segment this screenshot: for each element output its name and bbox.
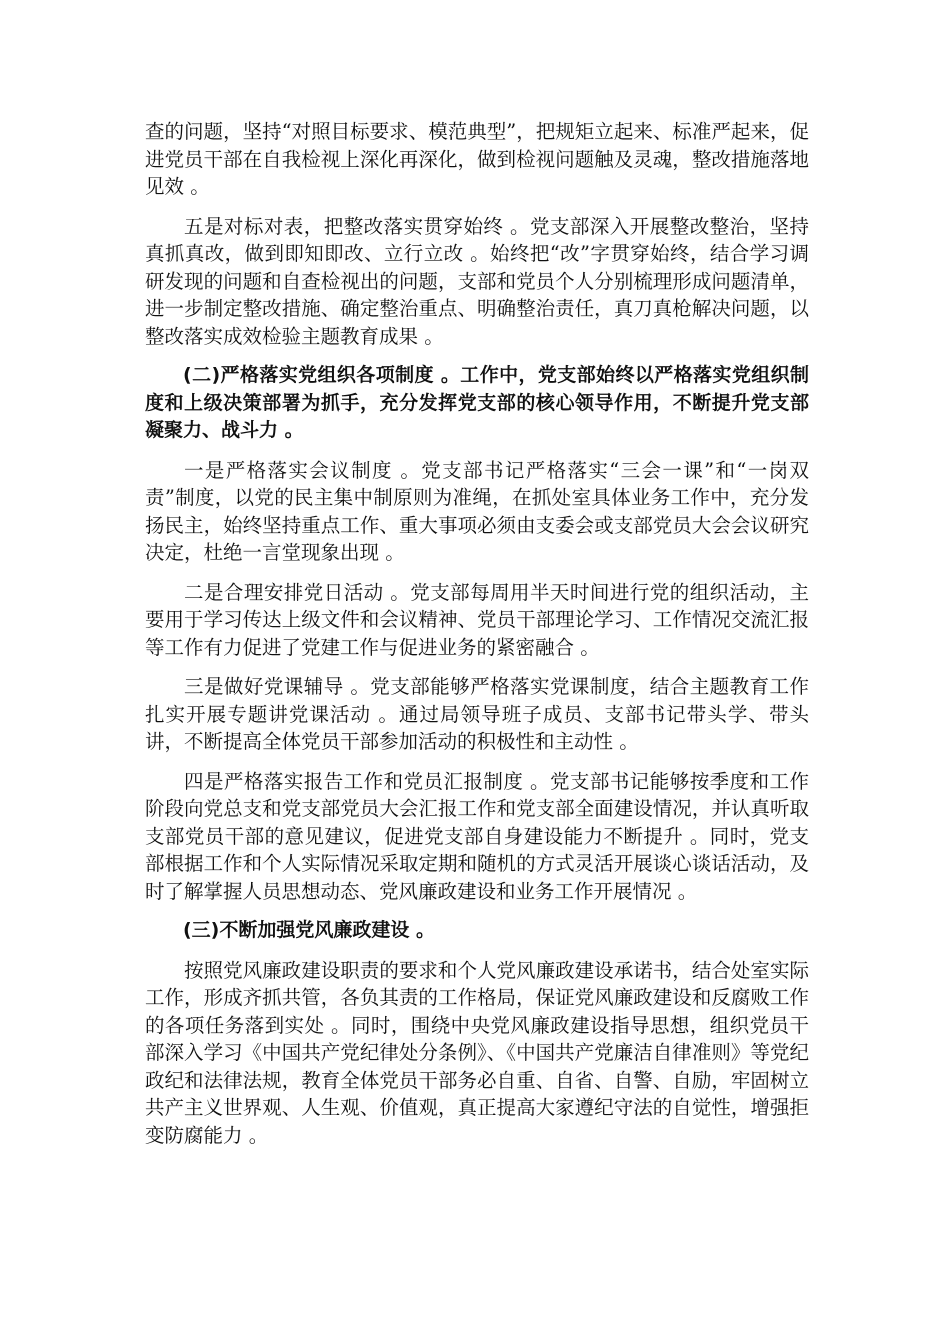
document-page <box>145 118 809 1161</box>
paragraph-integrity: 按照党风廉政建设职责的要求和个人党风廉政建设承诺书，结合处室实际工作，形成齐抓共管，各负其责的工作格局，保证党风廉政建设和反腐败工作的各项任务落到实处 。同时，围绕中央党风廉政建设指导思想，组织党员干部深入学习《中国共产党纪律处分条例》、《中国共产党廉洁自律准则》等党纪政纪和法律法规，教育全体党员干部务必自重、自省、自警、自励，牢固树立共产主义世界观、人生观、价值观，真正提高大家遵纪守法的自觉性，增强拒变防腐能力 。 <box>145 958 809 1147</box>
paragraph-report-system: 四是严格落实报告工作和党员汇报制度 。党支部书记能够按季度和工作阶段向党总支和党支部党员大会汇报工作和党支部全面建设情况，并认真听取支部党员干部的意见建议，促进党支部自身建设能力不断提升 。同时，党支部根据工作和个人实际情况采取定期和随机的方式灵活开展谈心谈话活动，及时了解掌握人员思想动态、党风廉政建设和业务工作开展情况 。 <box>145 769 809 903</box>
paragraph-meeting-system: 一是严格落实会议制度 。党支部书记严格落实“三会一课”和“一岗双责”制度，以党的民主集中制原则为准绳，在抓处室具体业务工作中，充分发扬民主，始终坚持重点工作、重大事项必须由支委会或支部党员大会会议研究决定，杜绝一言堂现象出现 。 <box>145 458 809 564</box>
paragraph-party-lecture: 三是做好党课辅导 。党支部能够严格落实党课制度，结合主题教育工作扎实开展专题讲党课活动 。通过局领导班子成员、支部书记带头学、带头讲，不断提高全体党员干部参加活动的积极性和主动性 。 <box>145 675 809 753</box>
section-heading-2: (二)严格落实党组织各项制度 。工作中，党支部始终以严格落实党组织制度和上级决策部署为抓手，充分发挥党支部的核心领导作用，不断提升党支部凝聚力、战斗力 。 <box>145 364 809 441</box>
paragraph-party-day: 二是合理安排党日活动 。党支部每周用半天时间进行党的组织活动，主要用于学习传达上级文件和会议精神、党员干部理论学习、工作情况交流汇报等工作有力促进了党建工作与促进业务的紧密融合 。 <box>145 580 809 659</box>
paragraph-continuation: 查的问题，坚持“对照目标要求、模范典型”，把规矩立起来、标准严起来，促进党员干部在自我检视上深化再深化，做到检视问题触及灵魂，整改措施落地见效 。 <box>145 120 809 198</box>
paragraph-rectification: 五是对标对表，把整改落实贯穿始终 。党支部深入开展整改整治，坚持真抓真改，做到即知即改、立行立改 。始终把“改”字贯穿始终，结合学习调研发现的问题和自查检视出的问题，支部和党员个人分别梳理形成问题清单，进一步制定整改措施、确定整治重点、明确整治责任，真刀真枪解决问题，以整改落实成效检验主题教育成果 。 <box>145 214 809 348</box>
section-heading-3: (三)不断加强党风廉政建设 。 <box>183 919 435 941</box>
